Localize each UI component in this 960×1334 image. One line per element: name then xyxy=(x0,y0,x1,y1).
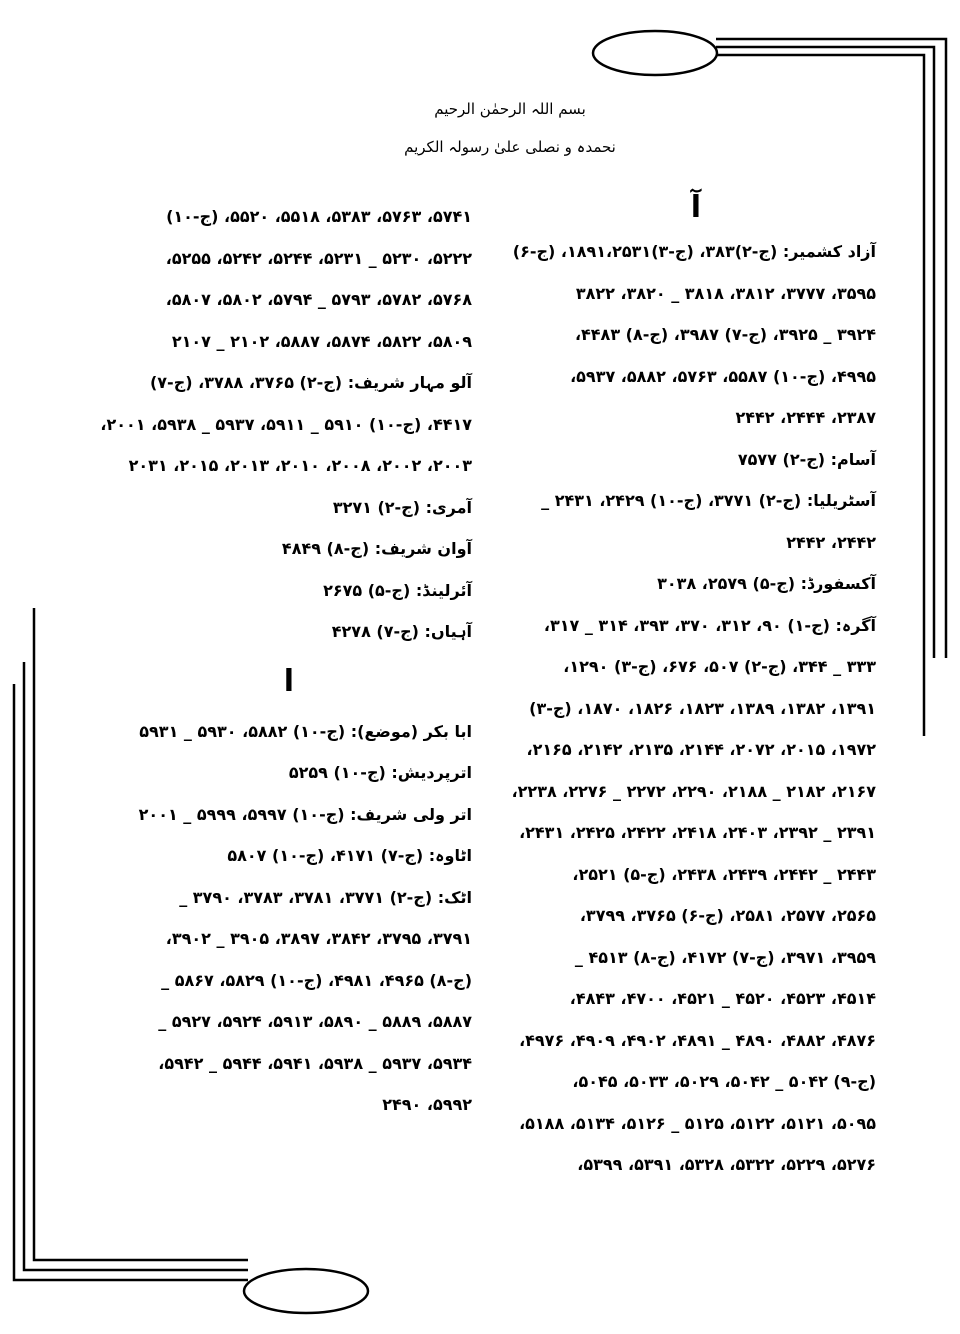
page-references: (ج-۱) ۹۰، ۳۱۲، ۳۷۰، ۳۹۳، ۳۱۴ _ ۳۱۷، xyxy=(543,615,830,635)
page-references: ۵۲۷۶، ۵۲۲۹، ۵۳۲۲، ۵۳۲۸، ۵۳۹۱، ۵۳۹۹، xyxy=(577,1155,876,1174)
index-entry-line xyxy=(80,960,472,1002)
index-entry-line xyxy=(496,688,876,730)
index-entry-line xyxy=(496,605,876,647)
place-name: آمری: xyxy=(425,497,472,517)
top-ornament-oval xyxy=(593,31,717,75)
index-entry-line xyxy=(80,611,472,653)
page-references: ۲۳۸۷، ۲۴۴۴، ۲۴۴۲ xyxy=(735,408,876,427)
index-entry-line xyxy=(496,1103,876,1145)
page-references: ۵۲۲۲، ۵۲۳۰ _ ۵۲۳۱، ۵۲۴۴، ۵۲۴۲، ۵۲۵۵، xyxy=(165,248,472,268)
place-name: آسام: xyxy=(830,449,876,469)
page-references: (ج-۷) ۴۱۷۱، (ج-۱۰) ۵۸۰۷ xyxy=(227,846,424,865)
page-references: ۴۴۱۷، (ج-۱۰) ۵۹۱۰ _ ۵۹۱۱، ۵۹۳۷ _ ۵۹۳۸، ۲۰۰۱، xyxy=(100,414,472,434)
page-references: ۴۵۱۴، ۴۵۲۳، ۴۵۲۰ _ ۴۵۲۱، ۴۷۰۰، ۴۸۴۳، xyxy=(569,989,876,1008)
right-entries-list xyxy=(496,231,876,1186)
index-entry-line xyxy=(80,445,472,487)
index-entry-line xyxy=(80,1001,472,1043)
invocation: نحمدہ و نصلی علیٰ رسولہ الکریم xyxy=(404,138,616,156)
page-references: ۲۰۰۳، ۲۰۰۲، ۲۰۰۸، ۲۰۱۰، ۲۰۱۳، ۲۰۱۵، ۲۰۳۱ xyxy=(128,456,472,475)
page-references: (ج-۱۰) ۵۸۸۲، ۵۹۳۰ _ ۵۹۳۱ xyxy=(139,721,346,741)
index-entry-line xyxy=(496,563,876,605)
index-entry-line xyxy=(496,646,876,688)
index-entry-line xyxy=(496,231,876,273)
place-name: آہیاں: xyxy=(424,622,472,641)
page-references: ۳۹۵۹، ۳۹۷۱، (ج-۷) ۴۱۷۲، (ج-۸) ۴۵۱۳ _ xyxy=(574,947,876,967)
index-entry-line xyxy=(496,937,876,979)
place-name: اترپردیش: xyxy=(391,763,472,782)
page-references: ۵۷۴۱، ۵۷۶۳، ۵۳۸۳، ۵۵۱۸، ۵۵۲۰، (ج-۱۰) xyxy=(166,207,472,226)
page-references: ۴۸۷۶، ۴۸۸۲، ۴۸۹۰ _ ۴۸۹۱، ۴۹۰۲، ۴۹۰۹، ۴۹۷۶، xyxy=(519,1030,876,1050)
index-entry-line xyxy=(496,273,876,315)
index-entry-line xyxy=(496,1020,876,1062)
index-entry-line xyxy=(496,895,876,937)
index-entry-line xyxy=(80,877,472,919)
index-entry-line xyxy=(80,362,472,404)
page-references: (ج-۵) ۲۵۷۹، ۳۰۳۸ xyxy=(657,574,796,593)
index-entry-line xyxy=(496,1144,876,1186)
index-entry-line xyxy=(80,570,472,612)
page-references: ۵۸۸۷، ۵۸۸۹ _ ۵۸۹۰، ۵۹۱۳، ۵۹۲۴، ۵۹۲۷ _ xyxy=(158,1012,472,1031)
page-references: ۳۷۹۱، ۳۷۹۵، ۳۸۴۲، ۳۸۹۷، ۳۹۰۵ _ ۳۹۰۲، xyxy=(165,929,472,948)
index-entry-line xyxy=(80,752,472,794)
index-entry-line xyxy=(80,528,472,570)
index-entry-line xyxy=(496,812,876,854)
index-entry-line xyxy=(496,1061,876,1103)
page-references: (ج-۷) ۴۲۷۸ xyxy=(331,622,419,641)
page-references: (ج-۲) ۷۵۷۷ xyxy=(737,449,826,469)
page-references: (ج-۸) ۴۹۶۵، ۴۹۸۱، (ج-۱۰) ۵۸۲۹، ۵۸۶۷ _ xyxy=(161,970,472,990)
index-entry-line xyxy=(496,978,876,1020)
index-entry-line xyxy=(80,487,472,529)
page-references: (ج-۲) ۳۷۶۵، ۳۷۸۸، (ج-۷) xyxy=(149,373,343,392)
index-entry-line xyxy=(496,854,876,896)
place-name: ابا بکر (موضع): xyxy=(350,721,472,741)
right-column xyxy=(496,185,876,1186)
page-header xyxy=(330,90,690,166)
place-name: آسٹریلیا: xyxy=(806,491,876,510)
index-entry-line xyxy=(80,918,472,960)
index-entry-line xyxy=(80,711,472,753)
place-name: آوان شریف: xyxy=(374,539,472,558)
index-entry-line xyxy=(80,1043,472,1085)
page-references: ۲۳۹۱ _ ۲۳۹۲، ۲۴۰۳، ۲۴۱۸، ۲۴۲۲، ۲۴۲۵، ۲۴۳۱، xyxy=(519,823,876,842)
page-references: ۳۹۲۴ _ ۳۹۲۵، (ج-۷) ۳۹۸۷، (ج-۸) ۴۴۸۳، xyxy=(574,325,876,344)
page-references: (ج-۲)۳۸۳، (ج-۳)۱۸۹۱،۲۵۳۱، (ج-۶) xyxy=(512,242,778,261)
index-entry-line xyxy=(80,794,472,836)
page-references: (ج-۸) ۴۸۴۹ xyxy=(281,539,370,558)
index-entry-line xyxy=(80,238,472,280)
index-entry-line xyxy=(496,439,876,481)
page-references: (ج-۱۰) ۵۲۵۹ xyxy=(288,763,386,782)
page-references: ۵۹۳۴، ۵۹۳۷ _ ۵۹۳۸، ۵۹۴۱، ۵۹۴۴ _ ۵۹۴۲، xyxy=(158,1053,472,1073)
page-references: ۲۵۶۵، ۲۵۷۷، ۲۵۸۱، (ج-۶) ۳۷۶۵، ۳۷۹۹، xyxy=(579,906,876,925)
section-letter-alif: ا xyxy=(283,663,294,699)
index-entry-line xyxy=(496,480,876,522)
left-column xyxy=(80,196,472,1126)
page-references: ۲۴۴۳ _ ۲۴۴۲، ۲۴۳۹، ۲۴۳۸، (ج-۵) ۲۵۲۱، xyxy=(572,864,876,884)
page-references: ۱۹۷۲، ۲۰۱۵، ۲۰۷۲، ۲۱۴۴، ۲۱۳۵، ۲۱۴۲، ۲۱۶۵، xyxy=(526,740,876,759)
page-references: (ج-۵) ۲۶۷۵ xyxy=(323,580,411,600)
page-references: (ج-۲) ۳۷۷۱، (ج-۱۰) ۲۴۲۹، ۲۴۳۱ _ xyxy=(541,491,802,510)
section-letter-alif-madd: آ xyxy=(690,190,701,225)
index-entry-line xyxy=(496,729,876,771)
left-entries-top xyxy=(80,196,472,653)
place-name: آکسفورڈ: xyxy=(800,574,876,593)
place-name: اٹک: xyxy=(437,887,472,907)
page-references: (ج-۱۰) ۵۹۹۷، ۵۹۹۹ _ ۲۰۰۱ xyxy=(138,804,345,824)
index-entry-line xyxy=(496,356,876,398)
page-references: ۴۹۹۵، (ج-۱۰) ۵۵۸۷، ۵۷۶۳، ۵۸۸۲، ۵۹۳۷، xyxy=(570,366,876,386)
page-references: ۵۹۹۲، ۲۴۹۰ xyxy=(382,1095,472,1114)
page-references: ۱۳۹۱، ۱۳۸۲، ۱۳۸۹، ۱۸۲۳، ۱۸۲۶، ۱۸۷۰، (ج-۳) xyxy=(529,698,876,718)
place-name: اتر ولی شریف: xyxy=(350,804,472,824)
page-references: (ج-۹) ۵۰۴۲ _ ۵۰۴۲، ۵۰۲۹، ۵۰۳۳، ۵۰۴۵، xyxy=(572,1072,876,1091)
left-entries-bottom xyxy=(80,711,472,1126)
place-name: آزاد کشمیر: xyxy=(782,242,876,261)
page-references: (ج-۲) ۳۷۷۱، ۳۷۸۱، ۳۷۸۳، ۳۷۹۰ _ xyxy=(179,887,433,907)
page-references: ۳۵۹۵، ۳۷۷۷، ۳۸۱۲، ۳۸۱۸ _ ۳۸۲۰، ۳۸۲۲ xyxy=(575,283,876,303)
page-references: (ج-۲) ۳۲۷۱ xyxy=(332,497,421,517)
place-name: آگرہ: xyxy=(835,615,876,635)
page-references: ۲۱۶۷، ۲۱۸۲ _ ۲۱۸۸، ۲۲۹۰، ۲۲۷۲ _ ۲۲۷۶، ۲۲۳۸، xyxy=(511,781,876,801)
page-references: ۵۷۶۸، ۵۷۸۲، ۵۷۹۳ _ ۵۷۹۴، ۵۸۰۲، ۵۸۰۷، xyxy=(165,290,472,309)
place-name: آئرلینڈ: xyxy=(415,580,472,600)
place-name: آلو مہار شریف: xyxy=(347,373,472,392)
index-entry-line xyxy=(496,314,876,356)
index-entry-line xyxy=(80,196,472,238)
index-entry-line xyxy=(80,404,472,446)
index-entry-line xyxy=(80,321,472,363)
index-entry-line xyxy=(496,771,876,813)
place-name: اٹاوہ: xyxy=(428,846,472,865)
bismillah: بسم اللہ الرحمٰن الرحیم xyxy=(434,100,586,118)
index-entry-line xyxy=(496,522,876,564)
page-references: ۵۸۰۹، ۵۸۲۲، ۵۸۷۴، ۵۸۸۷، ۲۱۰۲ _ ۲۱۰۷ xyxy=(171,331,472,351)
index-entry-line xyxy=(80,1084,472,1126)
page-references: ۵۰۹۵، ۵۱۲۱، ۵۱۲۲، ۵۱۲۵ _ ۵۱۲۶، ۵۱۳۴، ۵۱۸۸، xyxy=(519,1113,876,1133)
index-entry-line xyxy=(80,279,472,321)
page-references: ۳۳۳ _ ۳۴۴، (ج-۲) ۵۰۷، ۶۷۶، (ج-۳) ۱۲۹۰، xyxy=(563,657,876,676)
index-entry-line xyxy=(496,397,876,439)
page-references: ۲۴۴۲، ۲۴۴۲ xyxy=(786,532,876,552)
bottom-ornament-oval xyxy=(244,1269,368,1313)
index-entry-line xyxy=(80,835,472,877)
